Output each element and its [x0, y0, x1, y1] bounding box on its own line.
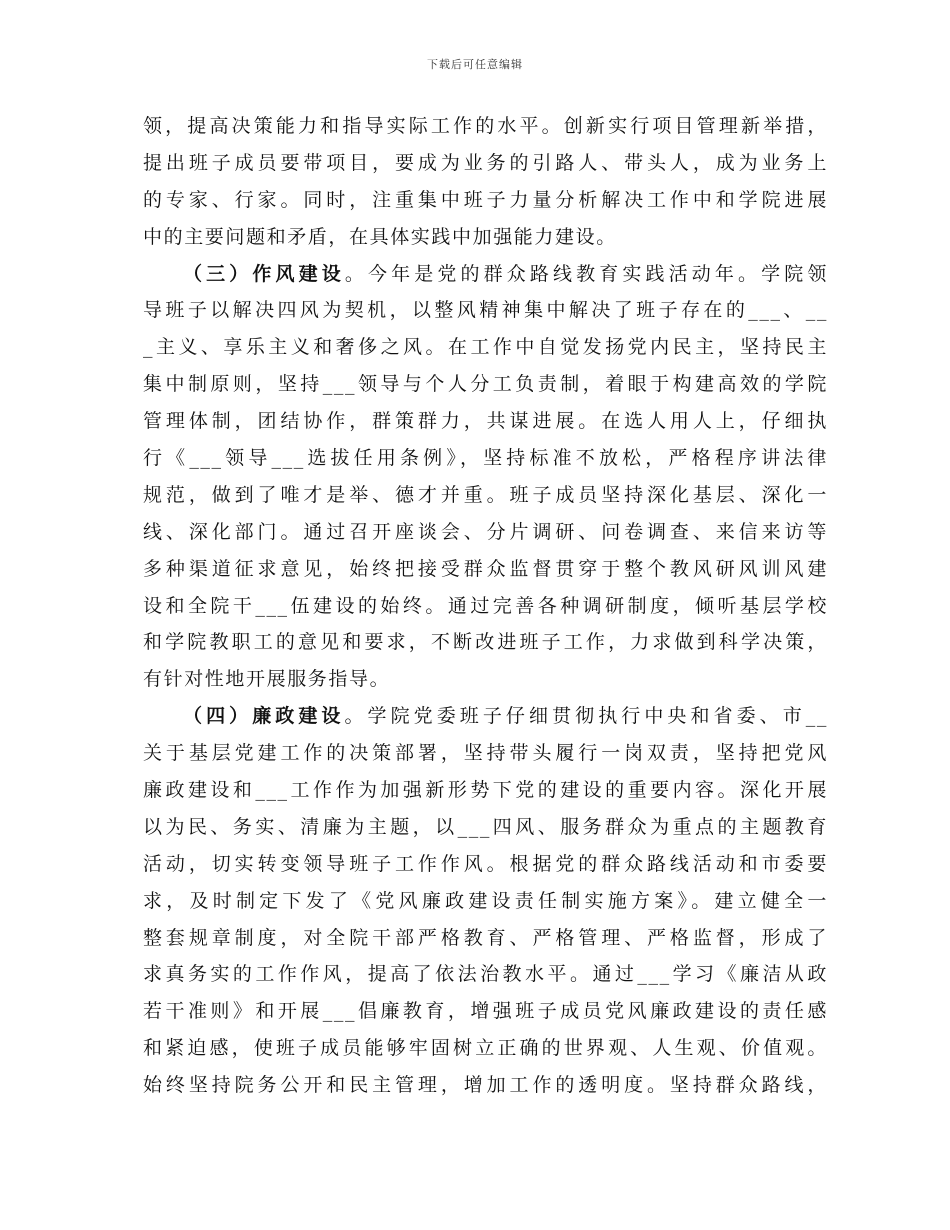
text-line: 求真务实的工作作风，提高了依法治教水平。通过___学习《廉洁从政	[143, 963, 828, 986]
section-heading-line	[143, 698, 828, 735]
body-text	[143, 108, 828, 1104]
text-line: 集中制原则，坚持___领导与个人分工负责制，着眼于构建高效的学院	[143, 373, 828, 396]
text-line: _主义、享乐主义和奢侈之风。在工作中自觉发扬党内民主，坚持民主	[143, 336, 828, 359]
text-line: 管理体制，团结协作，群策群力，共谋进展。在选人用人上，仔细执	[143, 410, 828, 433]
section-heading-line	[143, 256, 828, 293]
text-line: 。学院党委班子仔细贯彻执行中央和省委、市__	[344, 705, 828, 728]
text-line: 的专家、行家。同时，注重集中班子力量分析解决工作中和学院进展	[143, 188, 828, 211]
text-line: 廉政建设和___工作作为加强新形势下党的建设的重要内容。深化开展	[143, 779, 828, 802]
section-heading-4: （四）廉政建设	[183, 705, 345, 728]
text-line: 关于基层党建工作的决策部署，坚持带头履行一岗双责，坚持把党风	[143, 742, 828, 765]
text-line: 。今年是党的群众路线教育实践活动年。学院领	[344, 262, 829, 285]
text-line: 规范，做到了唯才是举、德才并重。班子成员坚持深化基层、深化一	[143, 483, 828, 506]
text-line: 始终坚持院务公开和民主管理，增加工作的透明度。坚持群众路线，	[143, 1074, 828, 1097]
text-line: 中的主要问题和矛盾，在具体实践中加强能力建设。	[143, 225, 617, 248]
section-heading-3: （三）作风建设	[183, 262, 345, 285]
text-line: 多种渠道征求意见，始终把接受群众监督贯穿于整个教风研风训风建	[143, 557, 828, 580]
text-line: 提出班子成员要带项目，要成为业务的引路人、带头人，成为业务上	[143, 151, 828, 174]
text-line: 求，及时制定下发了《党风廉政建设责任制实施方案》。建立健全一	[143, 889, 828, 912]
text-line: 导班子以解决四风为契机，以整风精神集中解决了班子存在的___、__	[143, 299, 828, 322]
text-line: 若干准则》和开展___倡廉教育，增强班子成员党风廉政建设的责任感	[143, 1000, 828, 1023]
text-line: 行《___领导___选拔任用条例》，坚持标准不放松，严格程序讲法律	[143, 447, 828, 470]
text-line: 线、深化部门。通过召开座谈会、分片调研、问卷调查、来信来访等	[143, 520, 828, 543]
text-line: 整套规章制度，对全院干部严格教育、严格管理、严格监督，形成了	[143, 926, 828, 949]
text-line: 以为民、务实、清廉为主题，以___四风、服务群众为重点的主题教育	[143, 815, 828, 838]
page-header: 下载后可任意编辑	[427, 58, 523, 71]
text-line: 领，提高决策能力和指导实际工作的水平。创新实行项目管理新举措，	[143, 115, 828, 137]
text-line: 活动，切实转变领导班子工作作风。根据党的群众路线活动和市委要	[143, 852, 828, 875]
text-line: 和紧迫感，使班子成员能够牢固树立正确的世界观、人生观、价值观。	[143, 1037, 828, 1060]
text-line: 有针对性地开展服务指导。	[143, 668, 391, 691]
text-line: 设和全院干___伍建设的始终。通过完善各种调研制度，倾听基层学校	[143, 594, 828, 617]
text-line: 和学院教职工的意见和要求，不断改进班子工作，力求做到科学决策，	[143, 631, 828, 654]
